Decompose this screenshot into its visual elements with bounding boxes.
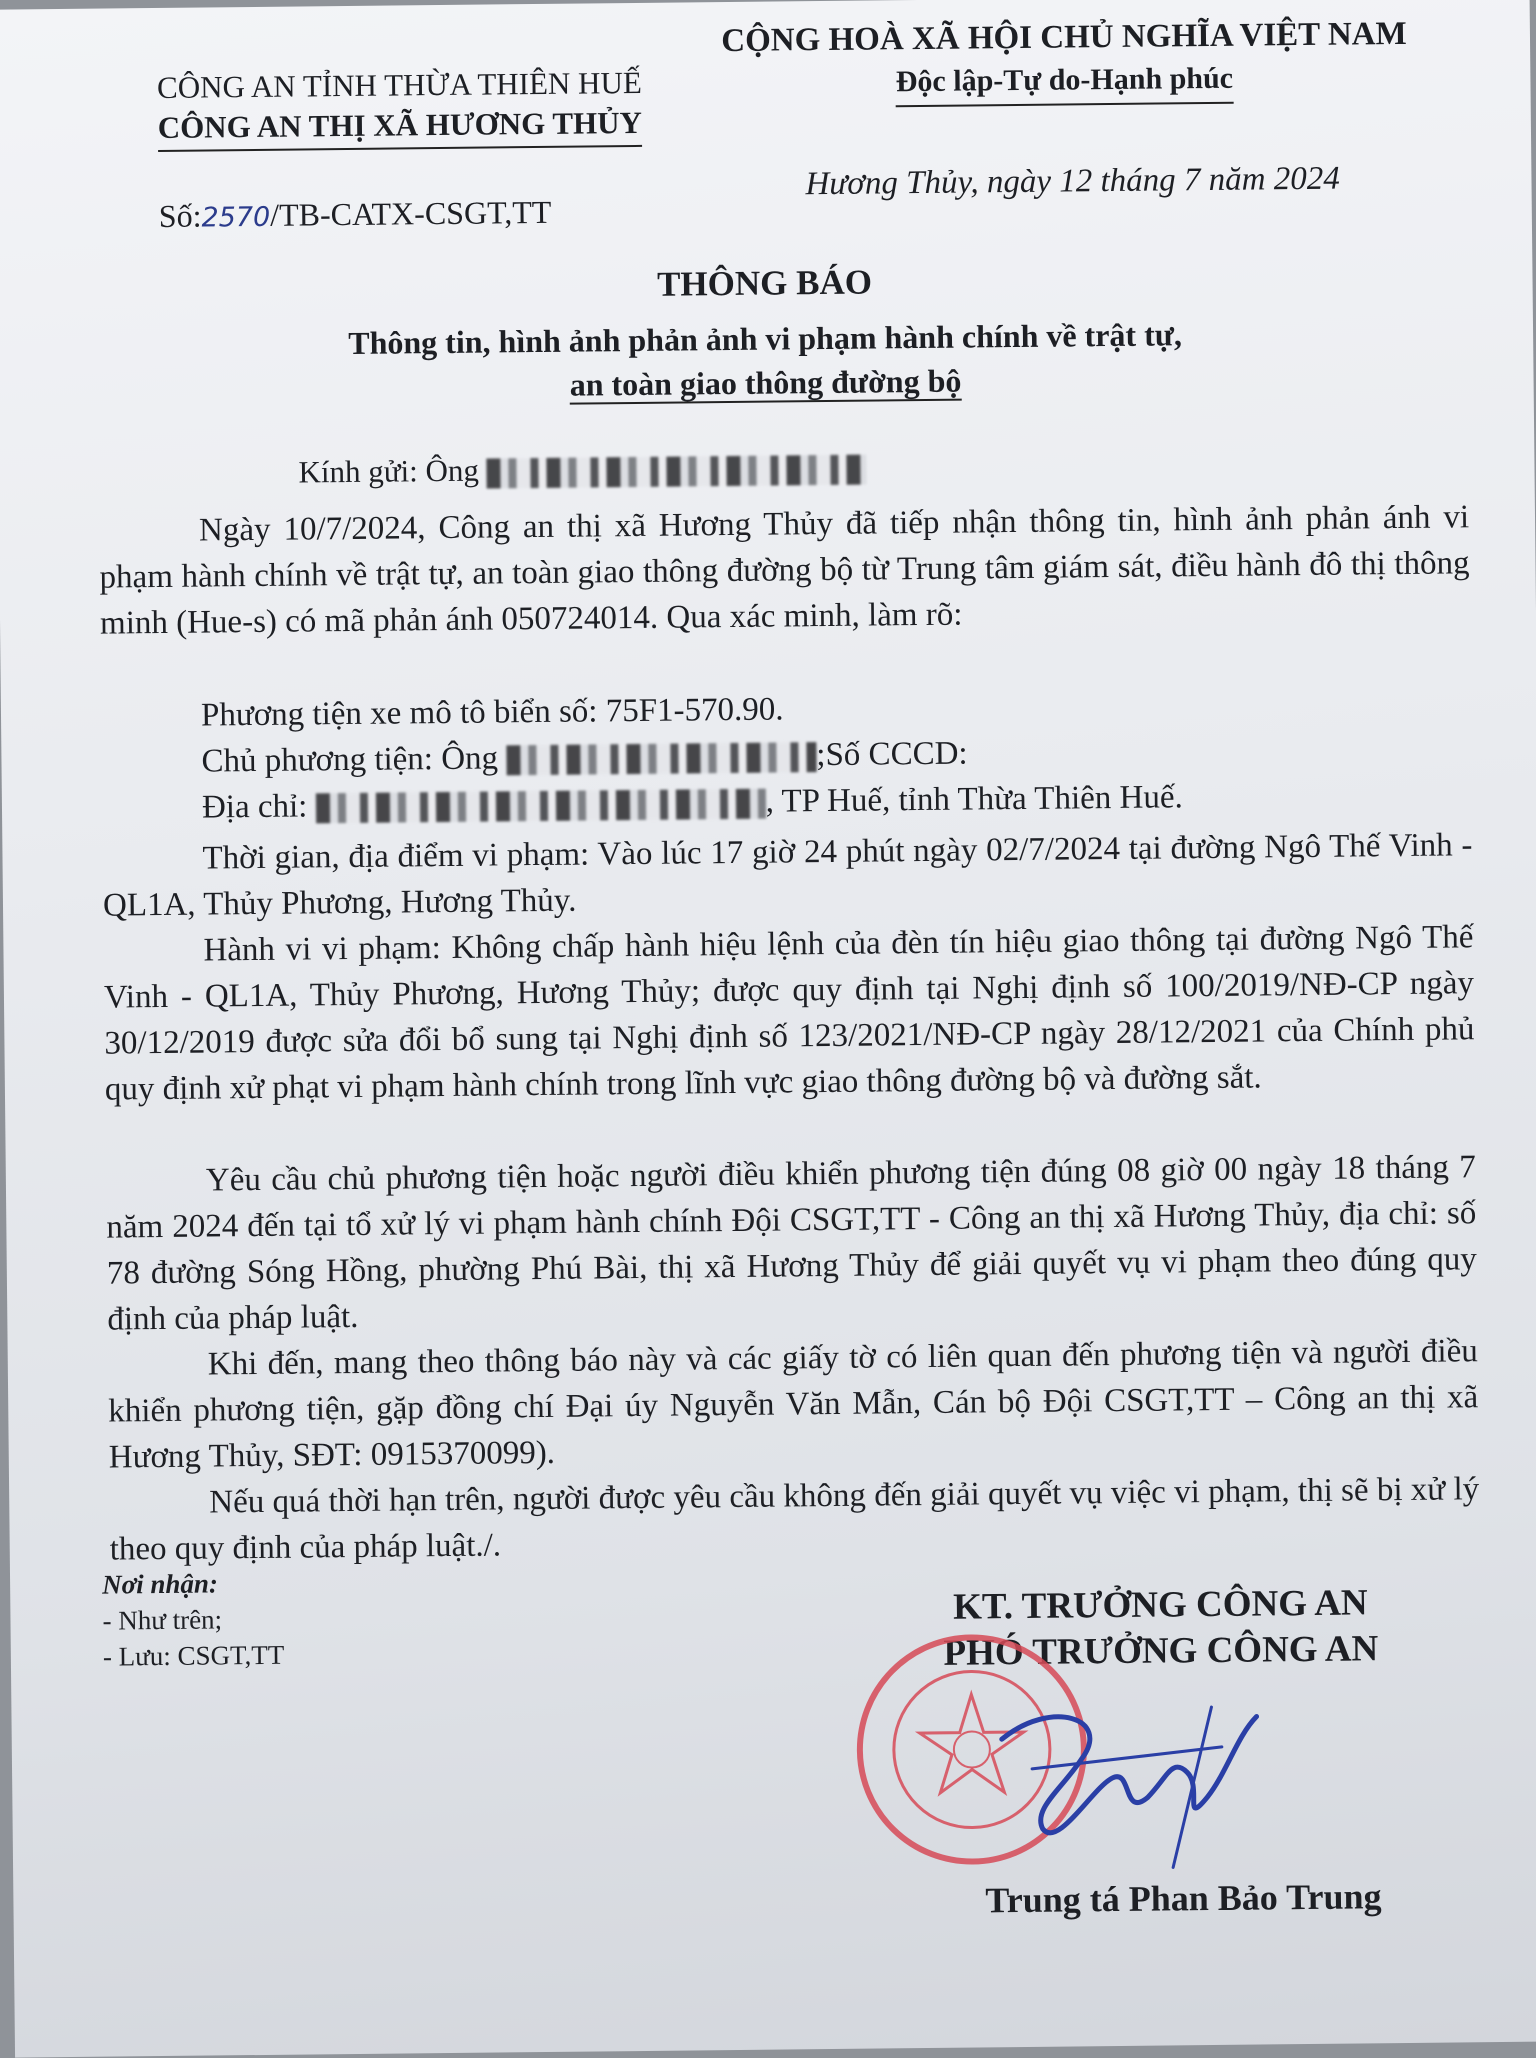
paragraph-violation: Hành vi vi phạm: Không chấp hành hiệu lệnh của đèn tín hiệu giao thông tại đường Ngô Thế Vinh - QL1A, Thủy Phương, Hương Thủy; được quy định tại Nghị định số 100/2019/NĐ-CP ngày 30/12/2019 được sửa đổi bổ sung tại Nghị định số 123/2021/NĐ-CP ngày 28/12/2021 của Chính phủ quy định xử phạt vi phạm hành chính trong lĩnh vực giao thông đường bộ và đường sắt. bbox=[103, 919, 1475, 1108]
number-suffix: /TB-CATX-CSGT,TT bbox=[269, 193, 552, 233]
signatory-line-1: KT. TRƯỞNG CÔNG AN bbox=[952, 1582, 1368, 1628]
paragraph-intro: Ngày 10/7/2024, Công an thị xã Hương Thủy đã tiếp nhận thông tin, hình ảnh phản ánh vi phạm hành chính về trật tự, an toàn giao thông đường bộ từ Trung tâm giám sát, điều hành đô thị thông minh (Hue-s) có mã phản ánh 050724014. Qua xác minh, làm rõ: bbox=[99, 499, 1470, 642]
paragraph-documents: Khi đến, mang theo thông báo này và các giấy tờ có liên quan đến phương tiện và người điều khiển phương tiện, gặp đồng chí Đại úy Nguyễn Văn Mẫn, Cán bộ Đội CSGT,TT – Công an thị xã Hương Thủy, SĐT: 0915370099). bbox=[108, 1333, 1479, 1476]
document-number bbox=[159, 194, 552, 235]
handwritten-signature bbox=[971, 1676, 1273, 1879]
redacted-owner-name bbox=[506, 743, 816, 776]
address-line bbox=[202, 779, 1183, 826]
subtitle-line-1: Thông tin, hình ảnh phản ảnh vi phạm hành chính về trật tự, bbox=[348, 316, 1183, 361]
recipient-item: - Lưu: CSGT,TT bbox=[102, 1639, 285, 1672]
vehicle-line: Phương tiện xe mô tô biển số: 75F1-570.90. bbox=[200, 691, 784, 734]
recipients-heading: Nơi nhận: bbox=[101, 1568, 219, 1600]
redacted-recipient-name bbox=[487, 454, 867, 488]
paragraph-time-place: Thời gian, địa điểm vi phạm: Vào lúc 17 giờ 24 phút ngày 02/7/2024 tại đường Ngô Thế Vinh - QL1A, Thủy Phương, Hương Thủy. bbox=[102, 827, 1473, 924]
subtitle-line-2: an toàn giao thông đường bộ bbox=[569, 362, 962, 403]
national-motto bbox=[714, 13, 1415, 109]
recipients-block bbox=[102, 1565, 284, 1675]
owner-label: Chủ phương tiện: Ông bbox=[201, 740, 499, 780]
id-label: ;Số CCCD: bbox=[816, 735, 968, 774]
motto-line: Độc lập-Tự do-Hạnh phúc bbox=[896, 58, 1234, 108]
address-label: Địa chỉ: bbox=[201, 788, 308, 826]
redacted-address bbox=[315, 789, 765, 824]
document-subtitle bbox=[0, 309, 1534, 413]
address-city: , TP Huế, tỉnh Thừa Thiên Huế. bbox=[765, 779, 1183, 820]
signatory-name: Trung tá Phan Bảo Trung bbox=[985, 1876, 1382, 1921]
place-date: Hương Thủy, ngày 12 tháng 7 năm 2024 bbox=[805, 160, 1340, 203]
document-title: THÔNG BÁO bbox=[656, 262, 873, 304]
recipient-line bbox=[298, 449, 867, 491]
recipient-label: Kính gửi: Ông bbox=[298, 452, 480, 490]
signatory-line-2: PHÓ TRƯỞNG CÔNG AN bbox=[943, 1628, 1379, 1674]
recipient-item: - Như trên; bbox=[102, 1604, 223, 1636]
authority-line-2: CÔNG AN THỊ XÃ HƯƠNG THỦY bbox=[157, 103, 642, 152]
authority-line-1: CÔNG AN TỈNH THỪA THIÊN HUẾ bbox=[156, 64, 642, 105]
number-prefix: Số: bbox=[158, 197, 202, 234]
handwritten-number: 2570 bbox=[201, 201, 271, 234]
paragraph-overdue: Nếu quá thời hạn trên, người được yêu cầu không đến giải quyết vụ việc vi phạm, thị sẽ bị xử lý theo quy định của pháp luật./. bbox=[109, 1471, 1480, 1568]
country-name: CỘNG HOÀ XÃ HỘI CHỦ NGHĨA VIỆT NAM bbox=[721, 15, 1407, 60]
issuing-authority bbox=[119, 63, 680, 153]
owner-line bbox=[201, 736, 968, 781]
paragraph-request: Yêu cầu chủ phương tiện hoặc người điều khiển phương tiện đúng 08 giờ 00 ngày 18 tháng 7 năm 2024 đến tại tổ xử lý vi phạm hành chính Đội CSGT,TT - Công an thị xã Hương Thủy, địa chỉ: số 78 đường Sóng Hồng, phường Phú Bài, thị xã Hương Thủy để giải quyết vụ vi phạm theo đúng quy định của pháp luật. bbox=[106, 1149, 1477, 1338]
